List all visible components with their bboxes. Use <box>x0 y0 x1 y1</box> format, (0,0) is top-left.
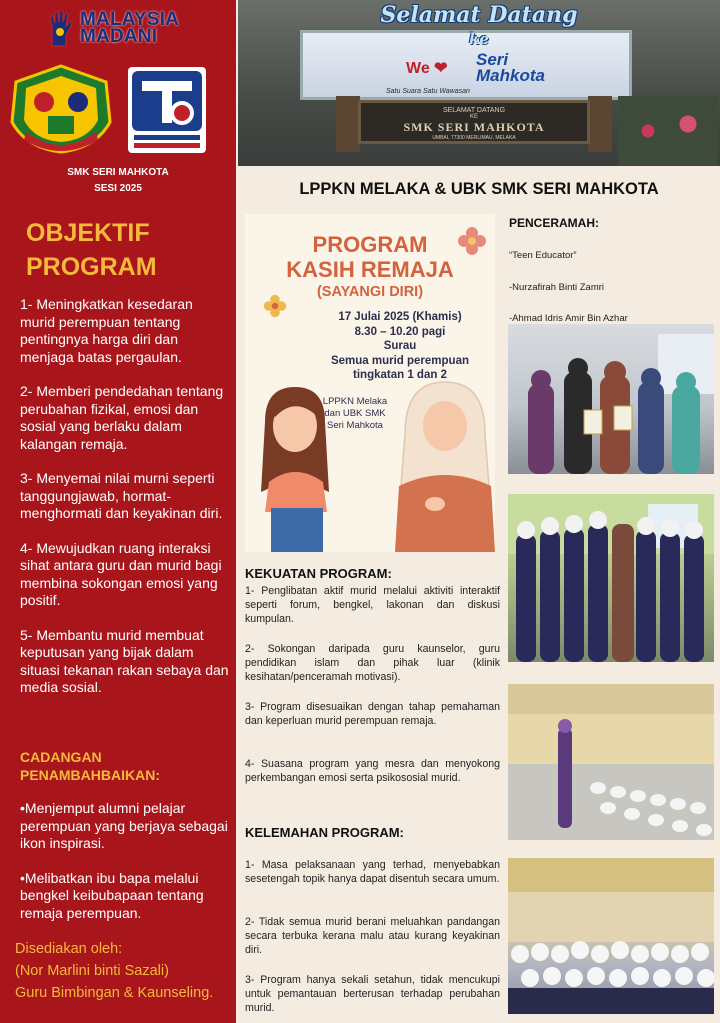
banner-flowers <box>618 96 718 166</box>
prepared-by <box>15 938 213 1004</box>
school-session: SESI 2025 <box>94 183 142 194</box>
heart-icon: ❤ <box>434 60 448 77</box>
school-signboard <box>358 100 590 144</box>
objective-item: 3- Menyemai nilai murni seperti tanggungjawab, hormat-menghormati dan keyakinan diri. <box>20 470 223 521</box>
poster-organizer-line-2: dan UBK SMK <box>324 408 386 419</box>
board-line-1: SELAMAT DATANG <box>442 107 506 114</box>
logo-band <box>0 0 236 160</box>
photo-hall-session <box>508 684 714 840</box>
strength-item: 4- Suasana program yang mesra dan menyokong perkembangan emosi serta psikososial murid. <box>245 758 500 784</box>
left-panel <box>0 0 236 1023</box>
improvement-title-line-1: CADANGAN <box>20 749 102 765</box>
banner-tagline: Satu Suara Satu Wawasan <box>386 88 470 95</box>
school-name: SMK SERI MAHKOTA <box>67 167 169 178</box>
strengths-heading: KEKUATAN PROGRAM: <box>245 566 392 581</box>
madani-line-1: MALAYSIA <box>80 9 180 30</box>
board-line-3: SMK SERI MAHKOTA <box>403 120 545 134</box>
prepared-by-name: (Nor Marlini binti Sazali) <box>15 963 169 979</box>
improvement-list <box>20 800 230 939</box>
poster-title-line-1: PROGRAM <box>312 232 428 257</box>
weaknesses-heading: KELEMAHAN PROGRAM: <box>245 825 404 840</box>
objective-item: 2- Memberi pendedahan tentang perubahan fizikal, emosi dan sosial yang berlaku dalam kalangan remaja. <box>20 383 224 452</box>
madani-line-2: MADANI <box>80 26 158 47</box>
banner-seri-line-2: Mahkota <box>476 66 545 85</box>
speakers-heading: PENCERAMAH: <box>509 216 599 230</box>
madani-hand-icon <box>44 8 76 48</box>
improvement-item: •Melibatkan ibu bapa melalui bengkel keibubapaan tentang remaja perempuan. <box>20 869 204 921</box>
speaker-item: -Nurzafirah Binti Zamri <box>509 282 605 293</box>
improvement-title-line-2: PENAMBAHBAIKAN: <box>20 767 160 783</box>
banner-seri-line-1: Seri <box>476 50 509 69</box>
poster-title <box>245 232 495 282</box>
poster-audience-2: tingkatan 1 dan 2 <box>353 369 447 382</box>
photo-speakers-certificates <box>508 324 714 474</box>
objective-item: 4- Mewujudkan ruang interaksi sihat antara guru dan murid bagi membina sokongan emosi yang positif. <box>20 539 222 608</box>
weakness-item: 1- Masa pelaksanaan yang terhad, menyebabkan sesetengah topik hanya dapat disentuh secara umum. <box>245 859 500 885</box>
weakness-item: 2- Tidak semua murid berani meluahkan pandangan secara terbuka kerana malu atau kurang keyakinan diri. <box>245 916 500 956</box>
poster-audience: Semua murid perempuan <box>330 354 470 367</box>
girl-illustration-icon <box>245 382 355 552</box>
speaker-item: “Teen Educator” <box>509 250 577 261</box>
tsp-25-icon <box>128 67 206 153</box>
improvement-title <box>20 748 160 784</box>
banner-ke: ke <box>469 30 489 48</box>
group-photo-icon <box>508 324 714 474</box>
welcome-banner-photo <box>238 0 720 166</box>
poster-subtitle: (SAYANGI DIRI) <box>316 284 424 300</box>
banner-seri-mahkota <box>476 52 545 84</box>
banner-pillar-right <box>588 96 612 152</box>
objective-item: 1- Meningkatkan kesedaran murid perempuan tentang pentingnya harga diri dan menjaga batas pergaulan. <box>20 296 193 365</box>
group-photo-icon <box>508 858 714 1014</box>
board-line-4: UMBAI, 77300 MERLIMAU, MELAKA <box>432 135 516 141</box>
poster-organizer-line-1: LPPKN Melaka <box>322 396 388 407</box>
prepared-by-role: Guru Bimbingan & Kaunseling. <box>15 985 214 1001</box>
banner-we-text: We <box>406 60 430 77</box>
strength-item: 2- Sokongan daripada guru kaunselor, guru pendidikan islam dan pihak luar (klinik kesihatan/penceramah motivasi). <box>245 643 500 683</box>
weakness-item: 3- Program hanya sekali setahun, tidak mencukupi untuk pemantauan berterusan terhadap perubahan murid. <box>245 974 500 1014</box>
photo-group-hall <box>508 858 714 1014</box>
banner-pillar-left <box>336 96 360 152</box>
girl-hijab-illustration-icon <box>395 374 495 552</box>
objective-list <box>20 296 230 714</box>
poster-venue: Surau <box>383 340 417 353</box>
banner-we <box>406 58 448 78</box>
poster-time: 8.30 – 10.20 pagi <box>354 325 446 338</box>
strength-item: 1- Penglibatan aktif murid melalui aktiviti interaktif seperti forum, bengkel, lakonan dan diskusi kumpulan. <box>245 585 500 625</box>
photo-group-students <box>508 494 714 662</box>
poster-date: 17 Julai 2025 (Khamis) <box>338 311 462 323</box>
poster-organizer-line-3: Seri Mahkota <box>327 420 383 431</box>
objective-title-line-1: OBJEKTIF <box>26 219 150 247</box>
strength-item: 3- Program disesuaikan dengan tahap pemahaman dan keperluan murid perempuan remaja. <box>245 701 500 727</box>
poster-details <box>305 310 495 383</box>
banner-title: Selamat Datang <box>380 2 578 28</box>
poster-title-line-2: KASIH REMAJA <box>286 257 454 282</box>
hall-photo-icon <box>508 684 714 840</box>
program-poster <box>245 214 495 552</box>
objective-title-line-2: PROGRAM <box>26 253 157 281</box>
malaysia-madani-logo <box>44 8 179 48</box>
prepared-by-label: Disediakan oleh: <box>15 941 123 957</box>
objective-item: 5- Membantu murid membuat keputusan yang bijak dalam situasi tekanan rakan sebaya dan media sosial. <box>20 626 229 695</box>
school-crest-icon <box>6 62 116 154</box>
board-line-2: KE <box>469 114 478 120</box>
main-heading: LPPKN MELAKA & UBK SMK SERI MAHKOTA <box>299 180 659 198</box>
objective-title <box>26 216 157 284</box>
tsp-logo <box>128 67 206 153</box>
group-photo-icon <box>508 494 714 662</box>
speaker-item: -Ahmad Idris Amir Bin Azhar <box>509 313 628 324</box>
improvement-item: •Menjemput alumni pelajar perempuan yang berjaya sebagai ikon inspirasi. <box>20 800 228 851</box>
